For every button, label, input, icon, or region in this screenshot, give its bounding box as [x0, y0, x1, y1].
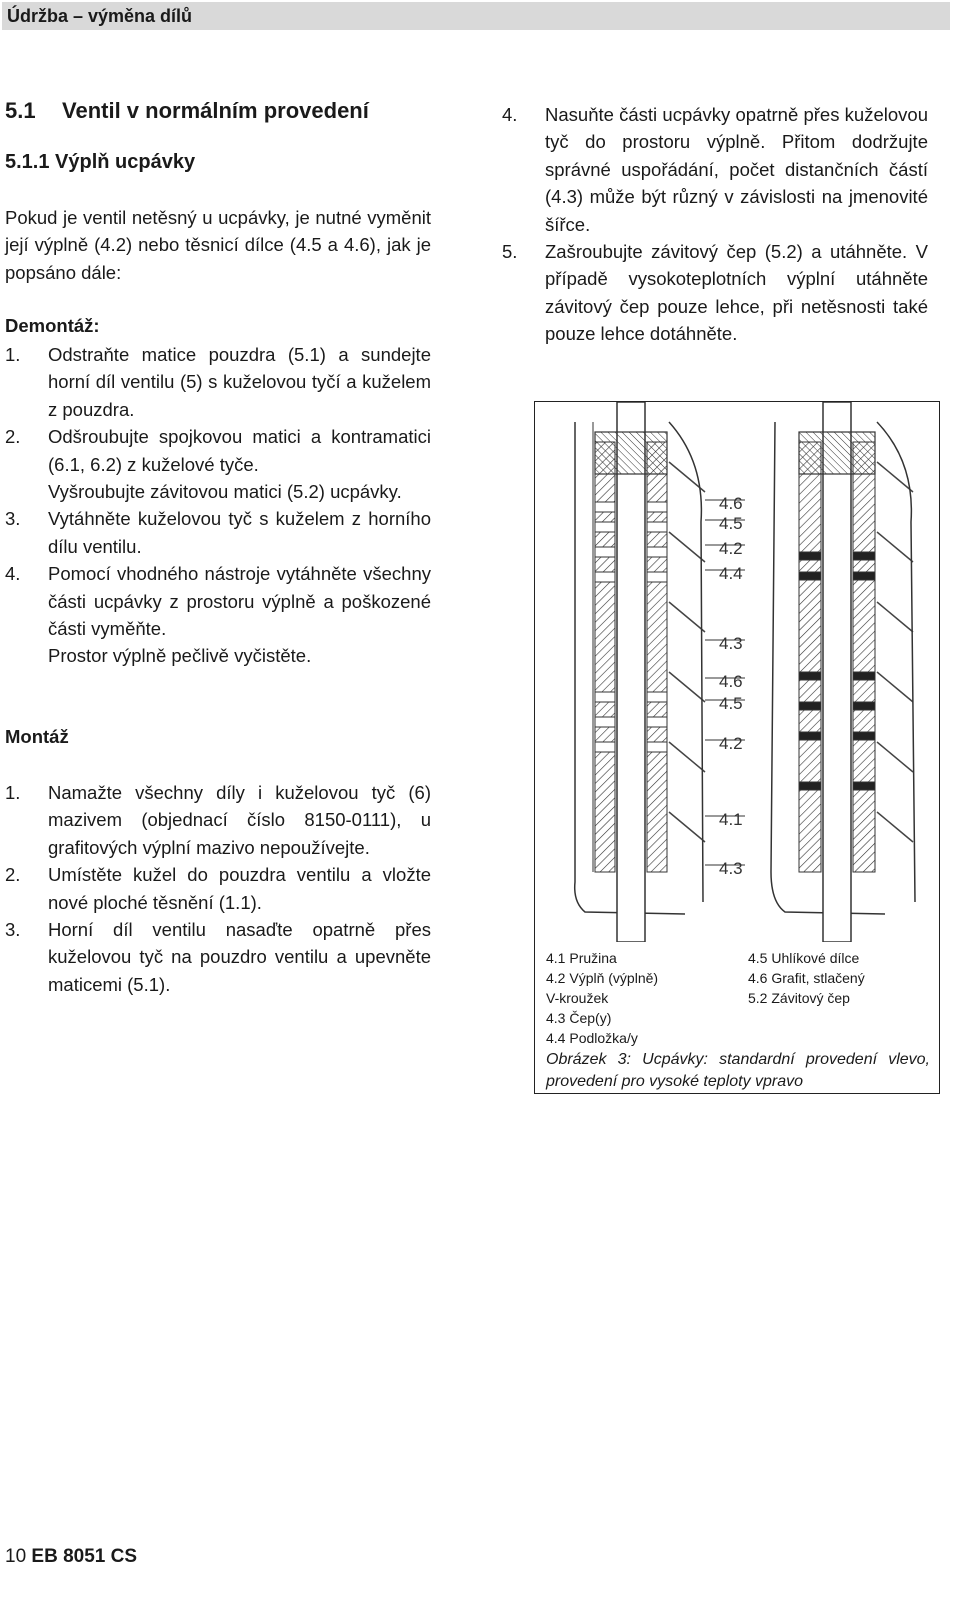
step-text: Namažte všechny díly i kuželovou tyč (6) mazivem (objednací číslo 8150-0111), u grafitových výplní mazivo nepoužívejte.	[48, 782, 431, 858]
step-text: Umístěte kužel do pouzdra ventilu a vložte nové ploché těsnění (1.1).	[48, 864, 431, 913]
step-number: 1.	[5, 344, 21, 365]
left-stem	[617, 402, 645, 942]
list-item	[5, 916, 431, 998]
figure-label: 4.5	[719, 514, 743, 533]
legend-item: 4.1 Pružina	[546, 950, 617, 966]
legend-item: 4.6 Grafit, stlačený	[748, 970, 865, 986]
section-title: Ventil v normálním provedení	[62, 98, 369, 123]
figure-label: 4.2	[719, 734, 743, 753]
header-title: Údržba – výměna dílů	[7, 6, 193, 26]
montaz-steps-right	[502, 101, 928, 348]
montaz-heading: Montáž	[5, 726, 69, 747]
list-item	[5, 423, 431, 505]
list-item	[5, 560, 431, 670]
figure-label: 4.6	[719, 494, 743, 513]
figure-label: 4.1	[719, 810, 743, 829]
list-item	[5, 861, 431, 916]
figure-caption: Obrázek 3: Ucpávky: standardní provedení vlevo, provedení pro vysoké teploty vpravo	[546, 1051, 930, 1090]
demontaz-heading: Demontáž:	[5, 315, 100, 336]
step-number: 4.	[502, 104, 518, 125]
list-item	[5, 341, 431, 423]
figure-label: 4.2	[719, 539, 743, 558]
step-number: 2.	[5, 864, 21, 886]
step-text: Odstraňte matice pouzdra (5.1) a sundejte horní díl ventilu (5) s kuželovou tyčí a kuželem z pouzdra.	[48, 344, 431, 420]
legend-item: 4.5 Uhlíkové dílce	[748, 950, 860, 966]
step-text: Zašroubujte závitový čep (5.2) a utáhněte. V případě vysokoteplotních výplní utáhněte závitový čep pouze lehce, při netěsnosti také pouze lehce dotáhněte.	[545, 241, 928, 345]
figure-label: 4.5	[719, 694, 743, 713]
step-extra-text: Vyšroubujte závitovou matici (5.2) ucpávky.	[48, 481, 402, 503]
step-number: 4.	[5, 563, 21, 585]
figure-legend-right	[748, 948, 865, 1008]
step-number: 3.	[5, 919, 21, 941]
page-footer	[5, 1546, 137, 1568]
list-item	[502, 238, 928, 348]
header-bar	[2, 2, 950, 30]
packing-figure	[534, 401, 940, 1094]
legend-item: 5.2 Závitový čep	[748, 990, 850, 1006]
step-text: Odšroubujte spojkovou matici a kontramatici (6.1, 6.2) z kuželové tyče.	[48, 426, 431, 475]
step-text: Pomocí vhodného nástroje vytáhněte všechny části ucpávky z prostoru výplně a poškozené části vyměňte.	[48, 563, 431, 640]
figure-label: 4.3	[719, 634, 743, 653]
step-text: Vytáhněte kuželovou tyč s kuželem z horního dílu ventilu.	[48, 508, 431, 557]
section-heading	[5, 98, 369, 124]
step-number: 1.	[5, 782, 21, 803]
left-threaded-nut	[595, 432, 667, 474]
legend-item: 4.2 Výplň (výplně)	[546, 970, 659, 986]
document-code: EB 8051 CS	[31, 1546, 138, 1567]
subsection-heading: 5.1.1 Výplň ucpávky	[5, 151, 196, 173]
list-item	[5, 505, 431, 560]
step-number: 5.	[502, 241, 518, 263]
figure-legend-left	[546, 948, 658, 1048]
list-item	[5, 779, 431, 861]
right-threaded-nut	[799, 432, 875, 474]
step-text: Nasuňte části ucpávky opatrně přes kuželovou tyč do prostoru výplně. Přitom dodržujte správné uspořádání, počet distančních částí (4.3) může být různý v závislosti na jmenovité šířce.	[545, 104, 928, 235]
packing-drawing	[535, 402, 939, 942]
step-number: 2.	[5, 426, 21, 448]
list-item	[502, 101, 928, 238]
section-number: 5.1	[5, 98, 36, 123]
step-number: 3.	[5, 508, 21, 530]
figure-label: 4.3	[719, 859, 743, 878]
legend-item: V-kroužek	[546, 990, 609, 1006]
demontaz-steps	[5, 341, 431, 670]
legend-item: 4.3 Čep(y)	[546, 1010, 612, 1026]
intro-paragraph: Pokud je ventil netěsný u ucpávky, je nutné vyměnit její výplně (4.2) nebo těsnicí dílce (4.5 a 4.6), jak je popsáno dále:	[5, 207, 431, 283]
step-extra-text: Prostor výplně pečlivě vyčistěte.	[48, 645, 312, 667]
right-stem	[823, 402, 851, 942]
step-text: Horní díl ventilu nasaďte opatrně přes kuželovou tyč na pouzdro ventilu a upevněte maticemi (5.1).	[48, 919, 431, 995]
figure-label: 4.6	[719, 672, 743, 691]
legend-item: 4.4 Podložka/y	[546, 1030, 638, 1046]
montaz-steps-left	[5, 779, 431, 998]
figure-label: 4.4	[719, 564, 743, 583]
page-number: 10	[5, 1546, 27, 1567]
